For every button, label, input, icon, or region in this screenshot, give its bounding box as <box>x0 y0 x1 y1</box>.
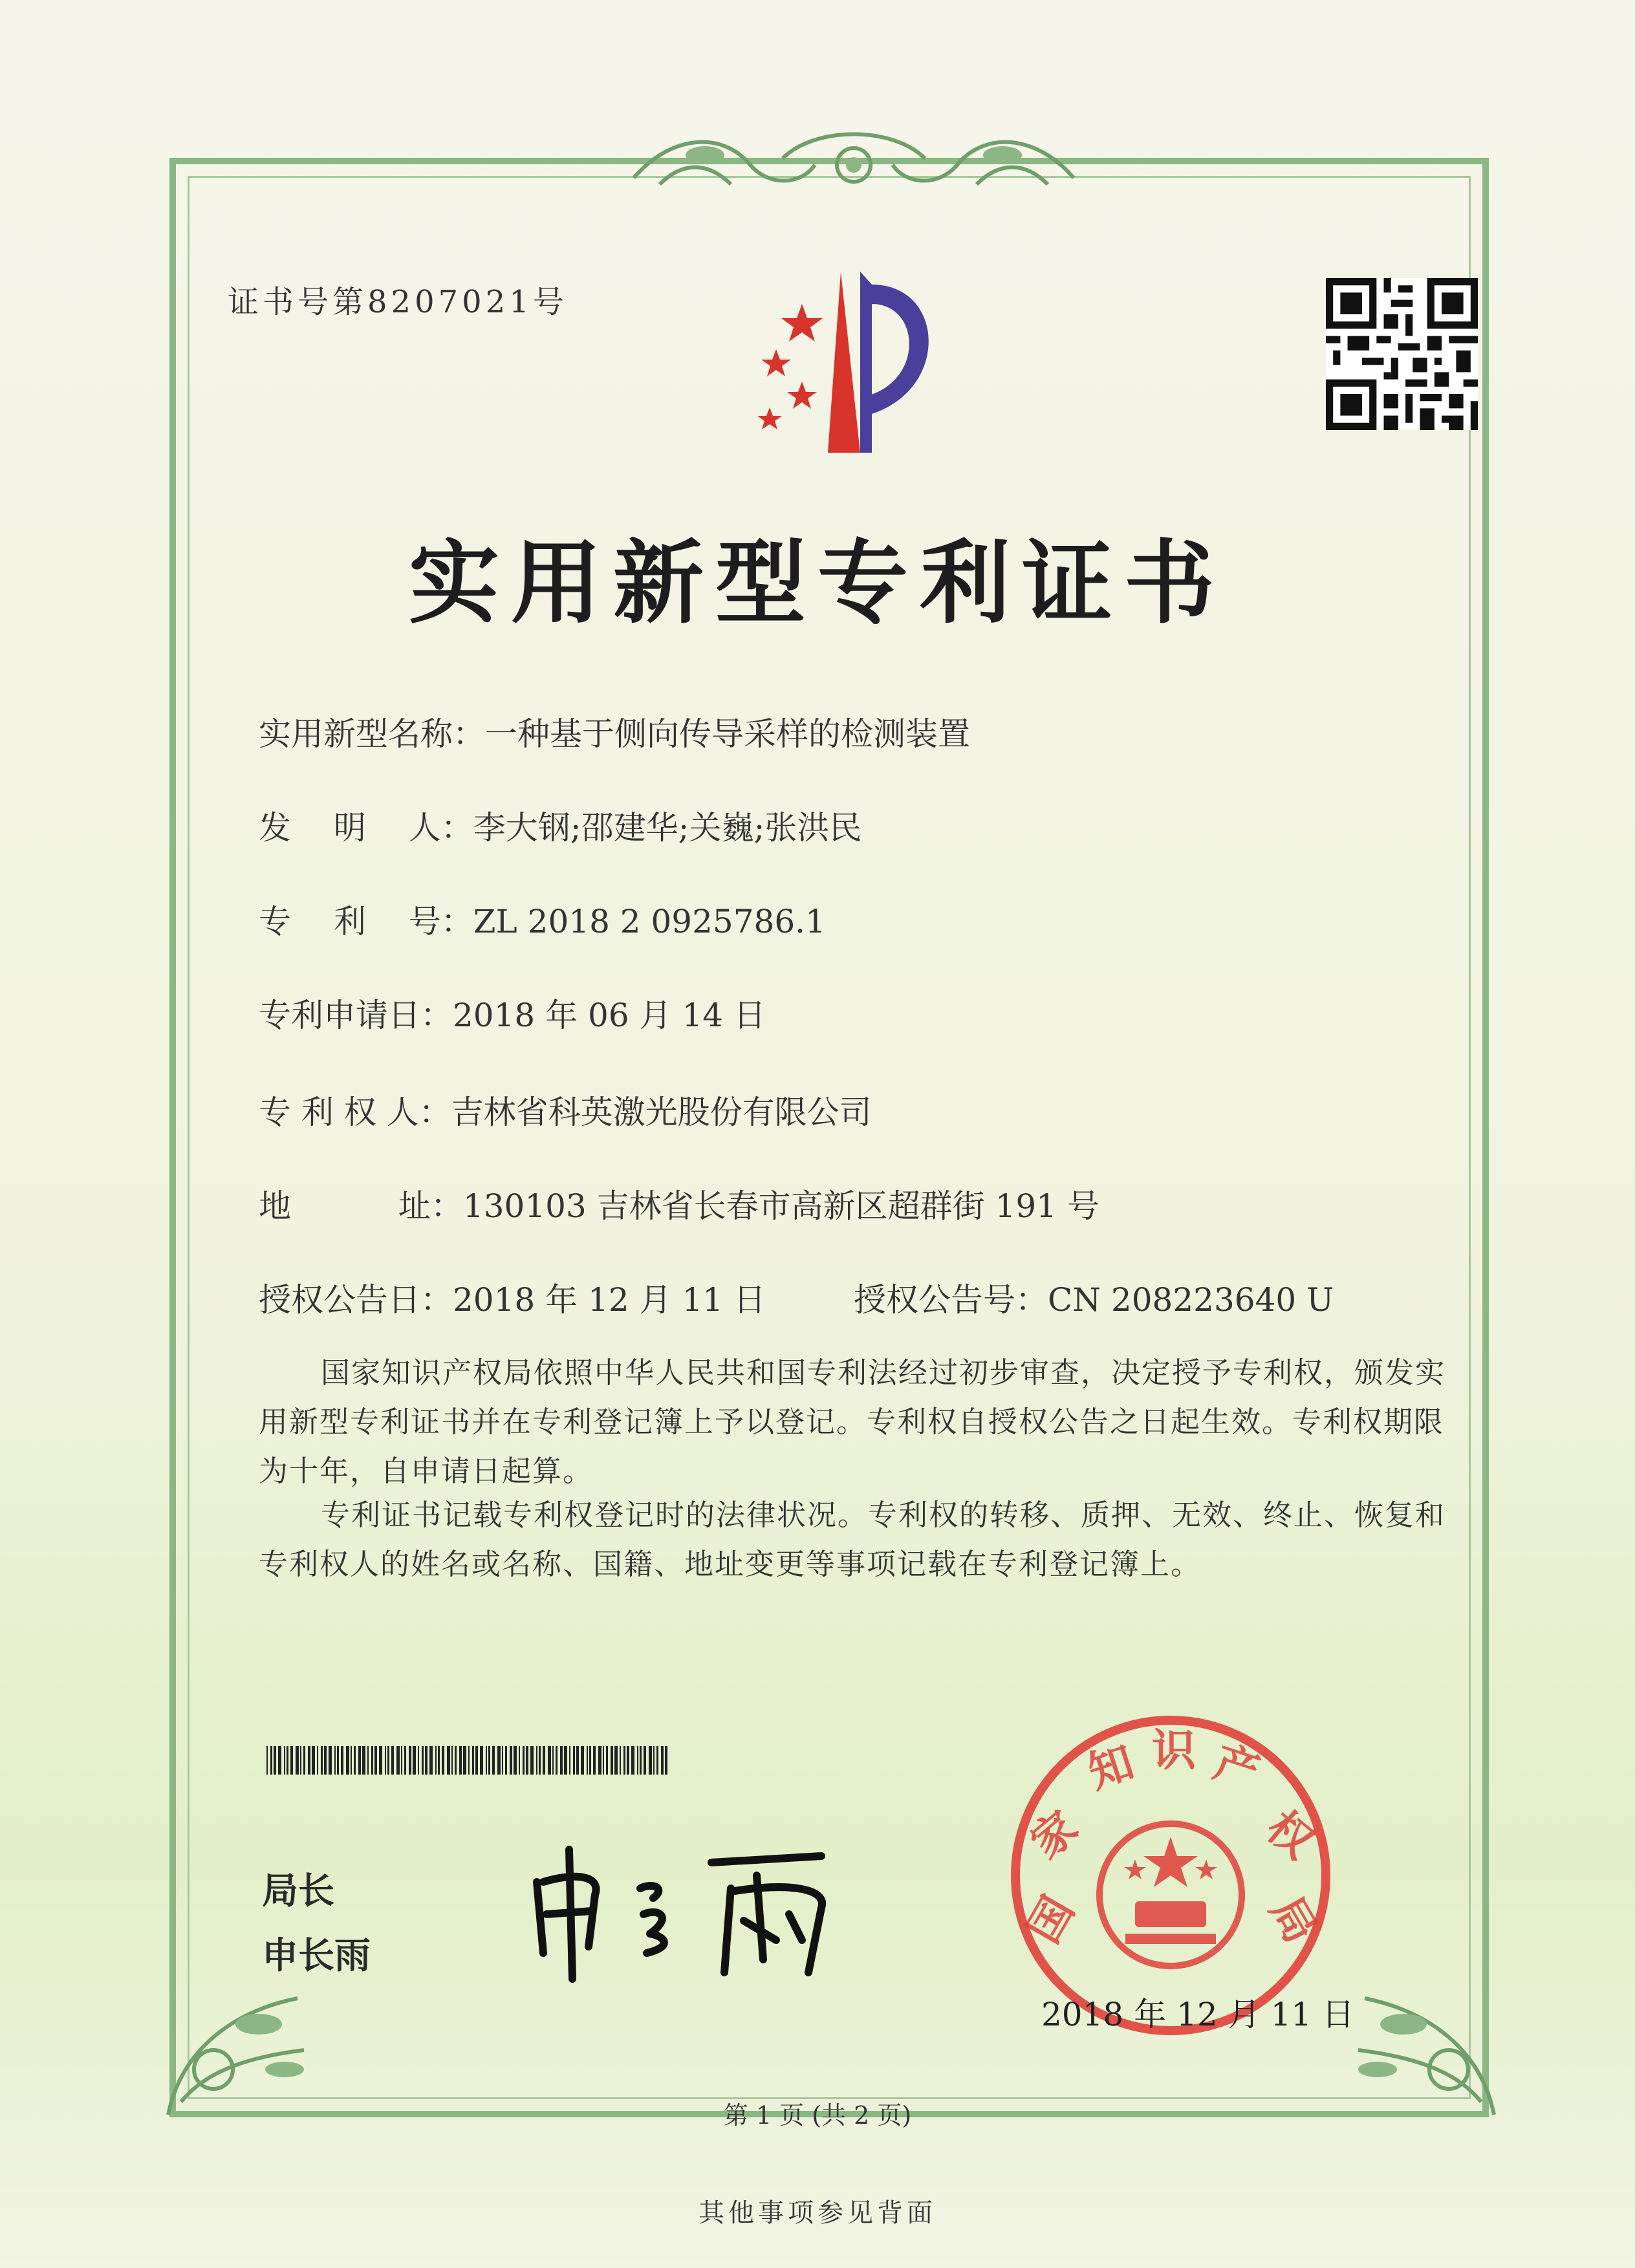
barcode-bar <box>278 1746 281 1775</box>
barcode-bar <box>321 1746 323 1775</box>
barcode-bar <box>598 1746 601 1775</box>
barcode-bar <box>329 1746 332 1775</box>
barcode-bar <box>505 1746 507 1775</box>
barcode-bar <box>312 1746 315 1775</box>
barcode-bar <box>573 1746 575 1775</box>
footer-note: 其他事项参见背面 <box>698 2198 937 2228</box>
barcode-bar <box>425 1746 428 1775</box>
svg-text:局: 局 <box>1260 1888 1326 1952</box>
barcode-bar <box>603 1746 604 1775</box>
barcode-bar <box>606 1746 608 1775</box>
barcode-bar <box>354 1746 356 1775</box>
barcode-bar <box>324 1746 327 1775</box>
field-grant-announcement-number <box>854 1274 1334 1321</box>
field-value: 2018 年 12 月 11 日 <box>453 1281 766 1319</box>
barcode-bar <box>391 1746 394 1775</box>
field-label: 授权公告日： <box>259 1281 453 1319</box>
barcode-bar <box>475 1746 478 1775</box>
barcode-icon <box>266 1746 667 1775</box>
barcode-bar <box>274 1746 276 1775</box>
certificate-number: 证书号第8207021号 <box>228 284 568 320</box>
field-label: 专 利 号： <box>259 903 473 940</box>
barcode-bar <box>447 1746 450 1775</box>
barcode-bar <box>367 1746 369 1775</box>
barcode-bar <box>404 1746 406 1775</box>
svg-text:识: 识 <box>1151 1725 1196 1777</box>
barcode-bar <box>290 1746 293 1775</box>
barcode-bar <box>346 1746 349 1775</box>
barcode-bar <box>351 1746 352 1775</box>
barcode-bar <box>387 1746 389 1775</box>
barcode-bar <box>536 1746 537 1775</box>
barcode-bar <box>514 1746 517 1775</box>
barcode-bar <box>548 1746 551 1775</box>
barcode-bar <box>334 1746 336 1775</box>
statement-paragraph-1: 国家知识产权局依照中华人民共和国专利法经过初步审查，决定授予专利权，颁发实用新型专利证书并在专利登记簿上予以登记。专利权自授权公告之日起生效。专利权期限为十年，自申请日起算。 <box>259 1355 1446 1488</box>
barcode-bar <box>526 1746 528 1775</box>
barcode-bar <box>287 1746 288 1775</box>
barcode-bar <box>486 1746 487 1775</box>
field-label: 发 明 人： <box>259 809 473 847</box>
certificate-title: 实用新型专利证书 <box>408 530 1226 636</box>
field-value: 李大钢;邵建华;关巍;张洪民 <box>473 809 862 847</box>
field-value: 吉林省科英激光股份有限公司 <box>451 1094 872 1131</box>
seal-date: 2018 年 12 月 11 日 <box>1041 1996 1354 2033</box>
svg-text:产: 产 <box>1207 1736 1266 1799</box>
barcode-bar <box>442 1746 444 1775</box>
barcode-bar <box>270 1746 272 1775</box>
svg-text:知: 知 <box>1082 1736 1140 1799</box>
barcode-bar <box>401 1746 402 1775</box>
barcode-bar <box>564 1746 567 1775</box>
barcode-bar <box>308 1746 310 1775</box>
barcode-bar <box>385 1746 386 1775</box>
barcode-bar <box>614 1746 618 1775</box>
field-address <box>259 1180 1099 1227</box>
barcode-bar <box>371 1746 373 1775</box>
barcode-bar <box>418 1746 419 1775</box>
field-application-date <box>259 989 766 1036</box>
barcode-bar <box>631 1746 634 1775</box>
field-patent-number <box>259 896 826 942</box>
barcode-bar <box>637 1746 638 1775</box>
svg-text:权: 权 <box>1257 1801 1323 1869</box>
field-utility-model-name <box>259 708 970 755</box>
barcode-bar <box>644 1746 646 1775</box>
barcode-bar <box>451 1746 453 1775</box>
barcode-bar <box>510 1746 512 1775</box>
field-label: 地 址： <box>259 1187 463 1225</box>
field-value: CN 208223640 U <box>1048 1281 1334 1319</box>
barcode-bar <box>480 1746 483 1775</box>
barcode-bar <box>284 1746 285 1775</box>
field-label: 实用新型名称： <box>259 715 485 753</box>
barcode-bar <box>435 1746 437 1775</box>
field-patentee <box>259 1086 872 1133</box>
barcode-bar <box>296 1746 299 1775</box>
barcode-bar <box>543 1746 545 1775</box>
barcode-bar <box>502 1746 503 1775</box>
field-label: 授权公告号： <box>854 1281 1048 1319</box>
barcode-bar <box>653 1746 655 1775</box>
field-grant-announcement-date <box>259 1274 766 1321</box>
barcode-bar <box>530 1746 534 1775</box>
svg-text:国: 国 <box>1018 1888 1085 1952</box>
barcode-bar <box>560 1746 563 1775</box>
barcode-bar <box>362 1746 365 1775</box>
barcode-bar <box>649 1746 652 1775</box>
barcode-bar <box>497 1746 501 1775</box>
field-value: 130103 吉林省长春市高新区超群街 191 号 <box>462 1187 1099 1225</box>
barcode-bar <box>640 1746 642 1775</box>
field-inventors <box>259 802 861 848</box>
barcode-bar <box>413 1746 416 1775</box>
barcode-bar <box>455 1746 457 1775</box>
barcode-bar <box>556 1746 558 1775</box>
barcode-bar <box>576 1746 579 1775</box>
director-signature <box>517 1837 867 1998</box>
barcode-bar <box>358 1746 361 1775</box>
barcode-bar <box>523 1746 525 1775</box>
director-title: 局长 <box>262 1870 334 1912</box>
barcode-bar <box>569 1746 570 1775</box>
field-value: 一种基于侧向传导采样的检测装置 <box>485 715 970 753</box>
field-value: 2018 年 06 月 14 日 <box>453 997 766 1034</box>
barcode-bar <box>429 1746 433 1775</box>
barcode-bar <box>379 1746 382 1775</box>
page-indicator: 第 1 页 (共 2 页) <box>723 2101 912 2130</box>
field-value: ZL 2018 2 0925786.1 <box>473 903 826 940</box>
field-label: 专利申请日： <box>259 997 453 1034</box>
barcode-bar <box>374 1746 377 1775</box>
barcode-bar <box>623 1746 625 1775</box>
barcode-bar <box>589 1746 591 1775</box>
director-name: 申长雨 <box>262 1935 371 1977</box>
barcode-bar <box>581 1746 584 1775</box>
barcode-bar <box>661 1746 664 1775</box>
svg-text:家: 家 <box>1021 1801 1088 1869</box>
barcode-bar <box>341 1746 343 1775</box>
barcode-bar <box>300 1746 301 1775</box>
barcode-bar <box>409 1746 411 1775</box>
barcode-bar <box>303 1746 305 1775</box>
barcode-bar <box>266 1746 268 1775</box>
barcode-bar <box>593 1746 596 1775</box>
barcode-bar <box>472 1746 474 1775</box>
barcode-bar <box>488 1746 490 1775</box>
field-label: 专 利 权 人： <box>259 1094 451 1131</box>
barcode-bar <box>587 1746 588 1775</box>
barcode-bar <box>492 1746 495 1775</box>
barcode-bar <box>438 1746 440 1775</box>
cnipa-logo-icon <box>731 259 990 459</box>
barcode-bar <box>552 1746 554 1775</box>
barcode-bar <box>396 1746 400 1775</box>
barcode-bar <box>422 1746 424 1775</box>
qr-code-icon <box>1326 278 1478 430</box>
barcode-bar <box>317 1746 318 1775</box>
barcode-bar <box>463 1746 466 1775</box>
barcode-bar <box>620 1746 621 1775</box>
statement-paragraph-2: 专利证书记载专利权登记时的法律状况。专利权的转移、质押、无效、终止、恢复和专利权人的姓名或名称、国籍、地址变更等事项记载在专利登记簿上。 <box>259 1498 1446 1581</box>
barcode-bar <box>468 1746 470 1775</box>
barcode-bar <box>611 1746 613 1775</box>
barcode-bar <box>656 1746 658 1775</box>
top-ornament <box>621 120 1087 204</box>
barcode-bar <box>539 1746 541 1775</box>
barcode-bar <box>337 1746 339 1775</box>
barcode-bar <box>519 1746 520 1775</box>
barcode-bar <box>459 1746 462 1775</box>
barcode-bar <box>665 1746 667 1775</box>
barcode-bar <box>627 1746 629 1775</box>
